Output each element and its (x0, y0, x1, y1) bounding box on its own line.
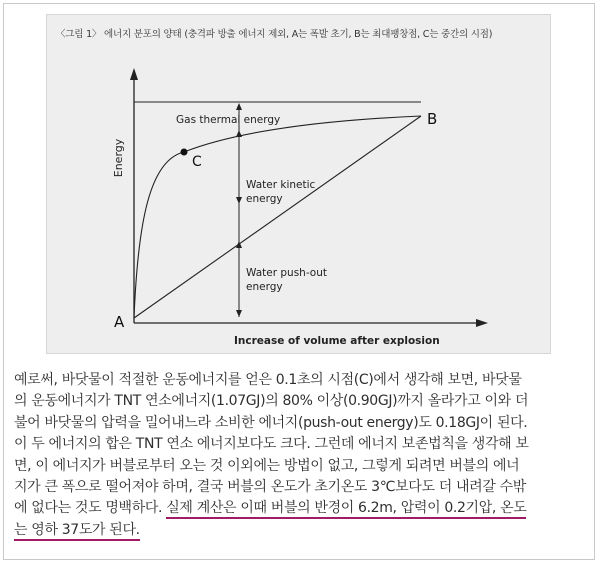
gas-thermal-label: Gas thermal energy (176, 114, 281, 126)
article-paragraph (14, 370, 586, 541)
highlighted-sentence-part2: 는 영하 37도가 된다. (14, 522, 140, 541)
paragraph-line (14, 520, 586, 541)
point-c-marker (181, 149, 188, 156)
paragraph-line-text: 에 없다는 것도 명백하다. (14, 500, 163, 517)
x-axis-label: Increase of volume after explosion (234, 335, 440, 347)
y-axis-arrow (130, 68, 138, 80)
x-axis-arrow (476, 319, 488, 327)
arrow-head-mid-down1 (236, 197, 242, 204)
water-kinetic-label-1: Water kinetic (246, 179, 316, 191)
paragraph-line: 예로써, 바닷물이 적절한 운동에너지를 얻은 0.1초의 시점(C)에서 생각해 보면, 바닷물 (14, 372, 522, 388)
arrow-head-mid-up (236, 130, 242, 137)
paragraph-line: 이 두 에너지의 합은 TNT 연소 에너지보다도 크다. 그런데 에너지 보존법칙을 생각해 보 (14, 436, 529, 453)
point-a-label: A (114, 313, 125, 331)
paragraph-line: 의 운동에너지가 TNT 연소에너지(1.07GJ)의 80% 이상(0.90GJ)까지 올라가고 이와 더 (14, 393, 529, 410)
paragraph-line: 면, 이 에너지가 버블로부터 오는 것 이외에는 방법이 없고, 그렇게 되려면 버블의 에너 (14, 457, 520, 474)
paragraph-line: 지가 큰 폭으로 떨어져야 하며, 결국 버블의 온도가 초기온도 3℃보다도 더 내려갈 수밖 (14, 479, 526, 496)
point-c-label: C (192, 154, 202, 170)
arrow-head-top (236, 103, 242, 110)
y-axis-label: Energy (112, 138, 125, 178)
paragraph-line (14, 498, 586, 519)
water-pushout-label-2: energy (246, 281, 283, 293)
water-kinetic-label-2: energy (246, 193, 283, 205)
highlighted-sentence-part1: 실제 계산은 이때 버블의 반경이 6.2m, 압력이 0.2기압, 온도 (166, 500, 526, 519)
arrow-head-bottom (236, 310, 242, 317)
point-b-label: B (427, 110, 438, 128)
paragraph-line: 불어 바닷물의 압력을 밀어내느라 소비한 에너지(push-out energy)도 0.18GJ이 된다. (14, 414, 528, 431)
figure-caption: 〈그림 1〉 에너지 분포의 양태 (충격파 방출 에너지 제외, A는 폭발 초기, B는 최대팽창점, C는 중간의 시점) (56, 29, 493, 40)
water-pushout-label-1: Water push-out (246, 267, 328, 279)
